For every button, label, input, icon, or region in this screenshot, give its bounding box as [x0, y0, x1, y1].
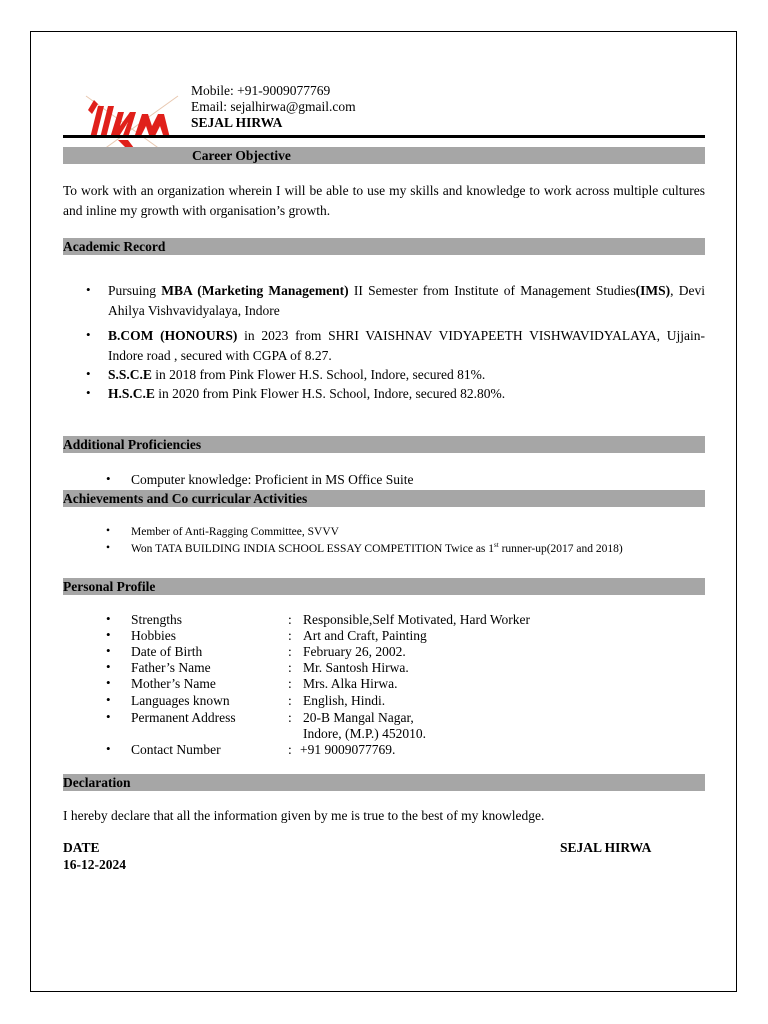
candidate-name: SEJAL HIRWA [191, 115, 283, 130]
date-value: 16-12-2024 [63, 857, 126, 872]
bullet-icon: • [86, 327, 91, 342]
achievement-item-essay: Won TATA BUILDING INDIA SCHOOL ESSAY COMPETITION Twice as 1st runner-up(2017 and 2018) [131, 541, 623, 555]
academic-record-bar [63, 238, 705, 255]
header-rule [63, 135, 705, 138]
profile-colon: : [288, 710, 292, 725]
achievements-bar [63, 490, 705, 507]
profile-colon: : [288, 742, 292, 757]
profile-value: +91 9009077769. [300, 742, 396, 757]
profile-value: Mr. Santosh Hirwa. [303, 660, 409, 675]
profile-label: Contact Number [131, 742, 221, 757]
profile-value: Responsible,Self Motivated, Hard Worker [303, 612, 530, 627]
bullet-icon: • [106, 471, 111, 486]
bullet-icon: • [106, 627, 111, 642]
bullet-icon: • [106, 611, 111, 626]
profile-label: Hobbies [131, 628, 176, 643]
profile-label: Languages known [131, 693, 230, 708]
profile-label: Mother’s Name [131, 676, 216, 691]
bullet-icon: • [106, 542, 111, 554]
bullet-icon: • [106, 659, 111, 674]
profile-colon: : [288, 660, 292, 675]
profile-colon: : [288, 628, 292, 643]
email-text: Email: sejalhirwa@gmail.com [191, 99, 356, 114]
profile-label: Date of Birth [131, 644, 203, 659]
profile-value: Art and Craft, Painting [303, 628, 427, 643]
profile-colon: : [288, 612, 292, 627]
profile-value: February 26, 2002. [303, 644, 406, 659]
bullet-icon: • [86, 282, 91, 297]
profile-value-line2: Indore, (M.P.) 452010. [303, 726, 426, 741]
academic-item-hsce: H.S.C.E in 2020 from Pink Flower H.S. School, Indore, secured 82.80%. [108, 386, 506, 401]
declaration-heading: Declaration [63, 775, 131, 790]
academic-item-mba: Pursuing MBA (Marketing Management) II Semester from Institute of Management Studies(IMS), Devi Ahilya Vishvavidyalaya, Indore [108, 283, 705, 318]
bullet-icon: • [106, 643, 111, 658]
proficiency-item: Computer knowledge: Proficient in MS Office Suite [131, 472, 414, 487]
academic-record-heading: Academic Record [63, 239, 166, 254]
proficiencies-heading: Additional Proficiencies [63, 437, 202, 452]
declaration-text: I hereby declare that all the information given by me is true to the best of my knowledge. [63, 808, 545, 823]
bullet-icon: • [106, 741, 111, 756]
bullet-icon: • [106, 709, 111, 724]
proficiencies-bar [63, 436, 705, 453]
bullet-icon: • [86, 366, 91, 381]
profile-value: English, Hindi. [303, 693, 386, 708]
profile-label: Permanent Address [131, 710, 236, 725]
profile-value: 20-B Mangal Nagar, [303, 710, 414, 725]
profile-colon: : [288, 693, 292, 708]
bullet-icon: • [86, 385, 91, 400]
bullet-icon: • [106, 675, 111, 690]
mobile-text: Mobile: +91-9009077769 [191, 83, 331, 98]
profile-colon: : [288, 676, 292, 691]
profile-label: Father’s Name [131, 660, 211, 675]
bullet-icon: • [106, 692, 111, 707]
profile-colon: : [288, 644, 292, 659]
achievements-heading: Achievements and Co curricular Activities [63, 491, 308, 506]
career-objective-bar [63, 147, 705, 164]
career-objective-heading: Career Objective [192, 148, 291, 163]
date-label: DATE [63, 840, 100, 855]
profile-label: Strengths [131, 612, 183, 627]
signature-name: SEJAL HIRWA [560, 840, 652, 855]
career-objective-text: To work with an organization wherein I will be able to use my skills and knowledge to work across multiple cultures and inline my growth with organisation’s growth. [63, 183, 705, 218]
profile-value: Mrs. Alka Hirwa. [303, 676, 398, 691]
declaration-bar [63, 774, 705, 791]
personal-profile-bar [63, 578, 705, 595]
academic-item-bcom: B.COM (HONOURS) in 2023 from SHRI VAISHNAV VIDYAPEETH VISHWAVIDYALAYA, Ujjain-Indore road , secured with CGPA of 8.27. [108, 328, 705, 363]
achievement-item-anti-ragging: Member of Anti-Ragging Committee, SVVV [131, 526, 339, 538]
personal-profile-heading: Personal Profile [63, 579, 156, 594]
academic-item-ssce: S.S.C.E in 2018 from Pink Flower H.S. School, Indore, secured 81%. [108, 367, 486, 382]
bullet-icon: • [106, 525, 111, 537]
